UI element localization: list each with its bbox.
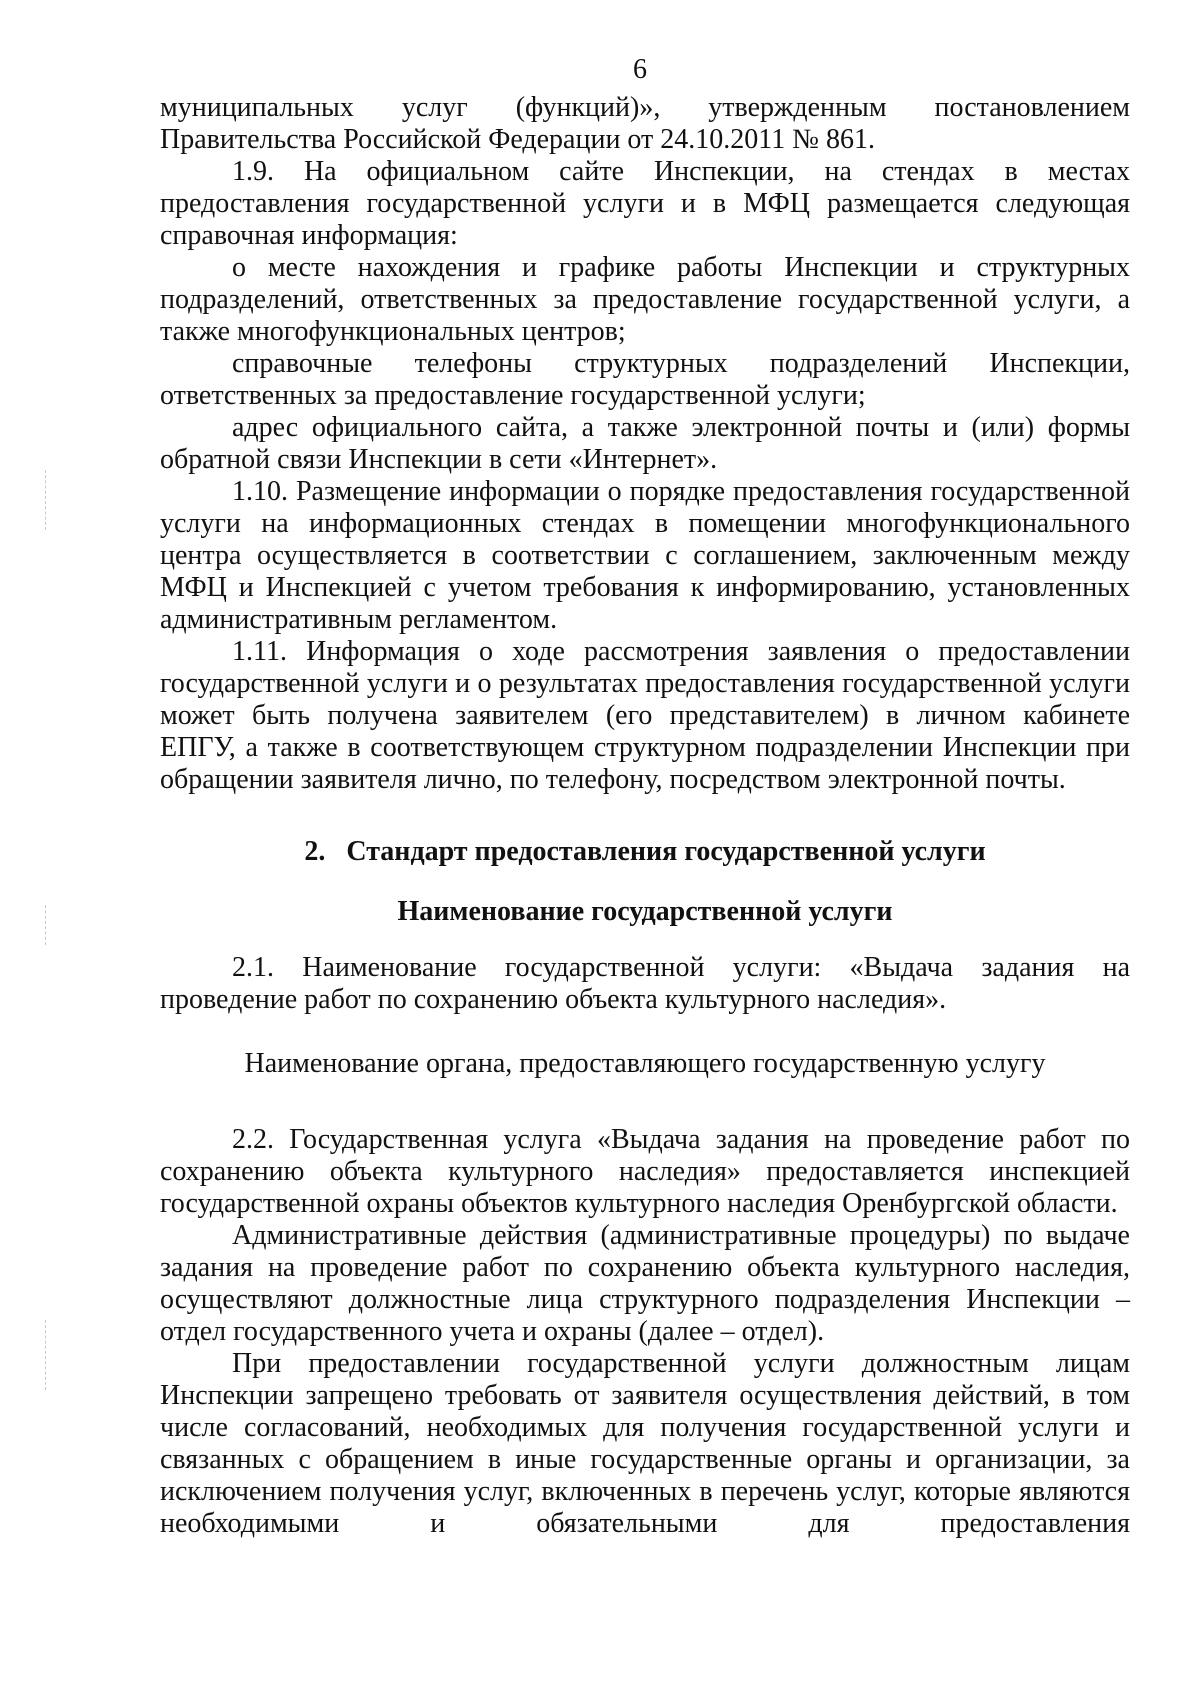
paragraph-1-9-website: адрес официального сайта, а также электронной почты и (или) формы обратной связи Инспекции в сети «Интернет». [160,412,1130,475]
scan-margin-mark [45,470,48,530]
paragraph-1-9-location: о месте нахождения и графике работы Инспекции и структурных подразделений, ответственных за предоставление государственной услуги, а также многофункциональных центров; [160,252,1130,347]
subheading-service-name: Наименование государственной услуги [397,896,893,927]
paragraph-continuation: муниципальных услуг (функций)», утвержденным постановлением Правительства Российской Федерации от 24.10.2011 № 861. [160,92,1130,155]
paragraph-1-9: 1.9. На официальном сайте Инспекции, на стендах в местах предоставления государственной услуги и в МФЦ размещается следующая справочная информация: [160,156,1130,251]
paragraph-2-2-prohibition: При предоставлении государственной услуги должностным лицам Инспекции запрещено требовать от заявителя осуществления действий, в том числе согласований, необходимых для получения государственной услуги и связанных с обращением в иные государственные органы и организации, за исключением получения услуг, включенных в перечень услуг, которые являются необходимыми и обязательными для предоставления [160,1348,1130,1539]
paragraph-2-2: 2.2. Государственная услуга «Выдача задания на проведение работ по сохранению объекта культурного наследия» предоставляется инспекцией государственной охраны объектов культурного наследия Оренбургской области. [160,1124,1130,1219]
paragraph-2-1: 2.1. Наименование государственной услуги: «Выдача задания на проведение работ по сохранению объекта культурного наследия». [160,952,1130,1015]
document-body [160,92,1130,1540]
paragraph-2-2-actions: Административные действия (административные процедуры) по выдаче задания на проведение работ по сохранению объекта культурного наследия, осуществляют должностные лица структурного подразделения Инспекции – отдел государственного учета и охраны (далее – отдел). [160,1220,1130,1347]
scan-margin-mark [45,1320,48,1390]
paragraph-1-11: 1.11. Информация о ходе рассмотрения заявления о предоставлении государственной услуги и о результатах предоставления государственной услуги может быть получена заявителем (его представителем) в личном кабинете ЕПГУ, а также в соответствующем структурном подразделении Инспекции при обращении заявителя лично, по телефону, посредством электронной почты. [160,636,1130,795]
scan-margin-mark [45,905,48,945]
subheading-authority: Наименование органа, предоставляющего государственную услугу [244,1048,1046,1079]
paragraph-1-9-phones: справочные телефоны структурных подразделений Инспекции, ответственных за предоставление государственной услуги; [160,348,1130,411]
section-heading: 2. Стандарт предоставления государственной услуги [304,836,986,867]
paragraph-1-10: 1.10. Размещение информации о порядке предоставления государственной услуги на информационных стендах в помещении многофункционального центра осуществляется в соответствии с соглашением, заключенным между МФЦ и Инспекцией с учетом требования к информированию, установленных административным регламентом. [160,476,1130,635]
page-number: 6 [633,54,647,85]
